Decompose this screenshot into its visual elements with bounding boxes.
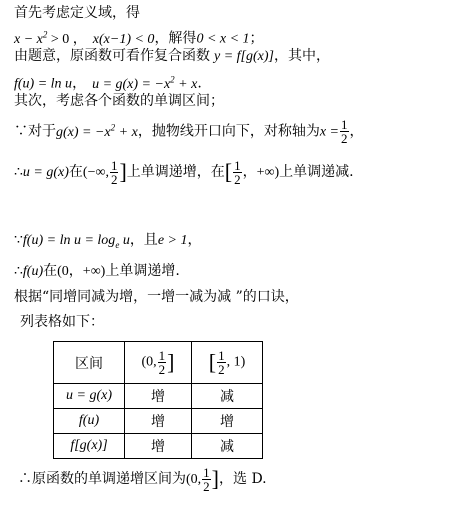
expr-e: e > 1 — [157, 233, 188, 248]
row-label: f(u) — [54, 409, 125, 434]
text-solve: ，解得 — [154, 30, 197, 47]
line-monotonic-intro: 其次，考虑各个函数的单调区间； — [14, 93, 224, 109]
cell-value: 增 — [125, 384, 192, 409]
line-functions — [14, 70, 202, 94]
text-parabola: ，抛物线开口向下，对称轴为 — [137, 123, 320, 140]
text-increasing: 上单调递增. — [105, 263, 180, 279]
punct: ； — [249, 30, 264, 47]
bracket: [ — [224, 159, 233, 184]
punct: ， — [72, 75, 87, 92]
bracket: ] — [119, 159, 127, 184]
header-interval-2: [ $\frac{1}{2}$ , 1) — [192, 342, 263, 384]
interval-left: (−∞, — [82, 165, 109, 180]
ineq-1: $x - x^2 > 0$ ， — [14, 29, 87, 47]
therefore-symbol: ∴ — [14, 164, 23, 180]
header-interval-1: (0, $\frac{1}{2}$ ] — [125, 342, 192, 384]
table-row — [54, 434, 263, 459]
text-where: ，其中， — [274, 48, 330, 64]
axis-expr: x = — [319, 124, 339, 140]
line-table-intro: 列表格如下： — [20, 314, 104, 330]
line-conclusion — [18, 465, 267, 494]
fraction-half: $\frac{1}{2}$ — [234, 157, 241, 187]
text-on: 在 — [68, 164, 83, 180]
fraction-half: $\frac{1}{2}$ — [203, 464, 210, 494]
cell-value: 减 — [192, 384, 263, 409]
line-domain-inequalities — [14, 25, 264, 49]
fraction-half: $\frac{1}{2}$ — [341, 117, 348, 147]
ineq-solution: 0 < x < 1 — [196, 31, 250, 47]
expr-gx: $u = g(x) = -x^2 + x$ — [92, 74, 198, 92]
cell-value: 增 — [125, 434, 192, 459]
line-parabola — [14, 113, 364, 147]
text-choose-d: ，选 D. — [219, 471, 267, 487]
interval-positive: (0，+∞) — [57, 264, 106, 279]
because-symbol: ∵ — [14, 232, 23, 248]
line-fu-monotonic — [14, 262, 180, 281]
table-row — [54, 384, 263, 409]
expr-log: $f(u) = \ln u = \log_e u$ — [22, 233, 130, 250]
text-composite: 由题意，原函数可看作复合函数 — [14, 48, 210, 64]
composite-expr: y = f[g(x)] — [214, 49, 274, 64]
header-interval: 区间 — [54, 342, 125, 384]
table-row — [54, 409, 263, 434]
line-rule: 根据“同增同减为增，一增一减为减 ”的口诀， — [14, 289, 299, 305]
expr-fu: f(u) = ln u — [14, 76, 73, 92]
text-for: ∵对于 — [14, 123, 56, 140]
fraction-half: $\frac{1}{2}$ — [110, 157, 118, 187]
ineq-2: x(x−1) < 0 — [92, 31, 155, 47]
line-gx-monotonic — [14, 158, 354, 187]
text-decreasing: 上单调递减. — [279, 164, 354, 180]
bracket: ] — [211, 466, 219, 491]
cell-value: 增 — [125, 409, 192, 434]
cell-value: 增 — [192, 409, 263, 434]
cell-value: 减 — [192, 434, 263, 459]
interval-answer: (0, — [186, 472, 202, 487]
text-on: 在 — [43, 263, 58, 279]
text-conclusion: ∴原函数的单调递增区间为 — [18, 471, 186, 487]
line-domain-intro: 首先考虑定义域，得 — [14, 5, 140, 21]
text-and: ，且 — [129, 232, 158, 248]
table-header-row — [54, 342, 263, 384]
punct: ， — [187, 232, 202, 248]
punct: ， — [349, 123, 364, 140]
text-increasing: 上单调递增，在 — [126, 164, 225, 180]
expr-ug: u = g(x) — [22, 165, 69, 180]
monotonicity-table — [53, 341, 263, 459]
expr-gx2: $g(x) = -x^2 + x$ — [56, 122, 138, 140]
expr-fu2: f(u) — [22, 264, 44, 279]
line-log — [14, 231, 201, 254]
punct: . — [197, 75, 202, 92]
interval-right: ，+∞) — [242, 165, 280, 180]
row-label: u = g(x) — [54, 384, 125, 409]
therefore-symbol: ∴ — [14, 263, 23, 279]
line-composite — [14, 47, 330, 66]
row-label: f[g(x)] — [54, 434, 125, 459]
